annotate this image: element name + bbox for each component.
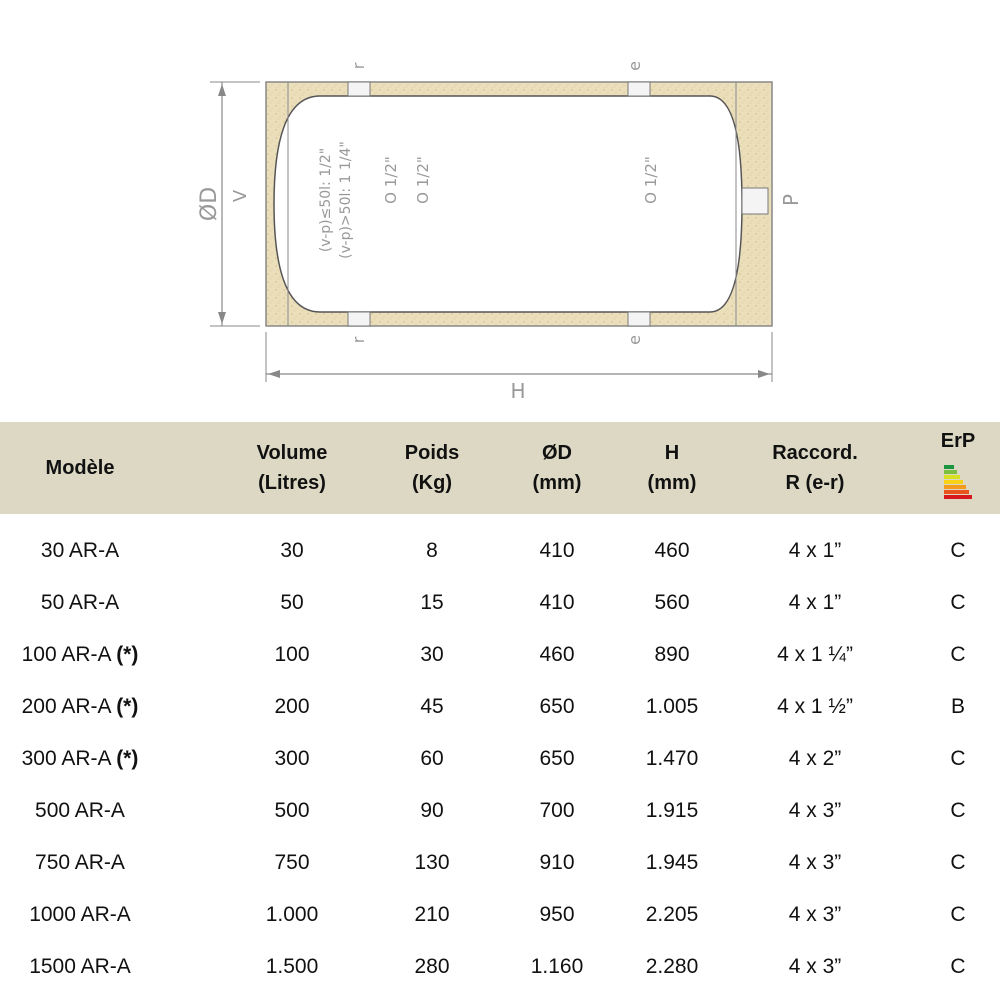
height-cell-text: 1.945 [645,851,699,874]
height-cell [612,837,732,889]
height-cell [612,785,732,837]
diameter-dimension-label: ØD [197,186,222,222]
erp-band [944,490,969,494]
diameter-cell-text: 650 [539,695,575,718]
height-cell-text: 1.005 [645,695,699,718]
height-cell [612,889,732,941]
height-cell-text: 890 [654,643,690,666]
poids-cell [372,941,492,993]
table-row [0,733,1000,785]
erp-band [944,480,963,484]
table-row [0,681,1000,733]
erp-class-cell-text: C [950,591,966,614]
erp-band [944,470,957,474]
table-header [0,422,1000,514]
e-connection-label: e [625,61,644,71]
model-cell-text: 300 AR-A [21,747,117,770]
connection-size-label: O 1/2" [414,156,432,204]
diameter-cell-text: 910 [539,851,575,874]
h-dimension-label: H [510,379,526,403]
height-cell-text: 1.915 [645,799,699,822]
poids-cell [372,733,492,785]
connection-stub [348,82,370,96]
volume-cell [232,837,352,889]
header-height: H (mm) [647,442,697,494]
diameter-cell [497,889,617,941]
raccord-cell [745,629,885,681]
volume-cell [232,681,352,733]
height-cell-text: 2.280 [645,955,699,978]
v-dimension-label: V [230,189,251,203]
connection-stub [348,312,370,326]
volume-cell-text: 300 [274,747,310,770]
raccord-cell [745,681,885,733]
model-cell-text: 100 AR-A [21,643,117,666]
diameter-cell [497,629,617,681]
connection-size-label: O 1/2" [382,156,400,204]
erp-band [944,475,960,479]
erp-energy-label-icon [942,462,976,502]
model-cell-text: 500 AR-A [35,799,125,822]
footnote-marker: (*) [116,747,139,770]
poids-cell [372,837,492,889]
raccord-cell [745,577,885,629]
height-cell [612,733,732,785]
model-cell [0,889,160,941]
erp-class-cell [928,889,988,941]
volume-cell-text: 500 [274,799,310,822]
height-cell-text: 560 [654,591,690,614]
diameter-cell-text: 1.160 [530,955,584,978]
height-cell [612,629,732,681]
volume-cell [232,889,352,941]
poids-cell [372,525,492,577]
model-cell [0,785,160,837]
erp-class-cell-text: C [950,955,966,978]
poids-cell [372,681,492,733]
connection-note-small: (v-p)≤50l: 1/2" [318,147,334,253]
table-row [0,577,1000,629]
table-row [0,785,1000,837]
raccord-cell [745,837,885,889]
header-volume: Volume (Litres) [256,442,328,494]
raccord-cell-text: 4 x 3” [788,903,842,926]
side-connection [742,188,768,214]
height-cell-text: 460 [654,539,690,562]
poids-cell-text: 90 [420,799,444,822]
erp-class-cell [928,837,988,889]
poids-cell-text: 8 [426,539,438,562]
diameter-cell-text: 700 [539,799,575,822]
poids-cell-text: 130 [414,851,450,874]
erp-class-cell [928,681,988,733]
model-cell-text: 50 AR-A [40,591,120,614]
erp-class-cell-text: C [950,799,966,822]
connection-stub [628,312,650,326]
volume-cell [232,941,352,993]
diameter-cell [497,941,617,993]
diameter-cell [497,785,617,837]
erp-class-cell-text: C [950,851,966,874]
r-connection-label: r [349,336,368,344]
footnote-marker: (*) [116,643,139,666]
volume-cell-text: 200 [274,695,310,718]
poids-cell [372,629,492,681]
connection-stub [628,82,650,96]
height-cell-text: 2.205 [645,903,699,926]
diameter-cell [497,577,617,629]
footnote-marker: (*) [116,695,139,718]
table-row [0,941,1000,993]
diameter-cell [497,525,617,577]
volume-cell [232,629,352,681]
model-cell [0,837,160,889]
erp-class-cell [928,785,988,837]
erp-class-cell-text: B [950,695,965,718]
erp-class-cell [928,733,988,785]
header-poids: Poids (Kg) [404,442,460,494]
erp-class-cell-text: C [950,747,966,770]
model-cell [0,525,160,577]
poids-cell-text: 45 [420,695,444,718]
volume-cell [232,525,352,577]
poids-cell [372,785,492,837]
volume-cell [232,577,352,629]
volume-cell-text: 50 [280,591,304,614]
diameter-cell-text: 410 [539,539,575,562]
volume-cell-text: 100 [274,643,310,666]
table-row [0,629,1000,681]
diameter-cell [497,681,617,733]
volume-cell-text: 30 [280,539,304,562]
erp-band [944,495,972,499]
volume-cell-text: 1.000 [265,903,319,926]
model-cell-text: 30 AR-A [40,539,120,562]
diameter-cell [497,837,617,889]
raccord-cell [745,785,885,837]
raccord-cell-text: 4 x 2” [788,747,842,770]
volume-cell [232,785,352,837]
header-raccord: Raccord. R (e-r) [772,442,858,494]
tank-technical-drawing [170,40,830,410]
diameter-cell-text: 650 [539,747,575,770]
connection-size-label: O 1/2" [642,156,660,204]
model-cell-text: 1500 AR-A [29,955,131,978]
header-diameter: ØD (mm) [532,442,582,494]
erp-class-cell [928,525,988,577]
raccord-cell-text: 4 x 1 ¼” [777,643,853,666]
model-cell [0,681,160,733]
raccord-cell [745,733,885,785]
erp-class-cell-text: C [950,643,966,666]
raccord-cell-text: 4 x 1 ½” [777,695,853,718]
erp-class-cell-text: C [950,539,966,562]
model-cell-text: 750 AR-A [35,851,125,874]
table-row [0,889,1000,941]
poids-cell-text: 210 [414,903,450,926]
diameter-cell [497,733,617,785]
header-model: Modèle [45,457,115,479]
erp-class-cell [928,577,988,629]
poids-cell-text: 15 [420,591,444,614]
model-cell-text: 1000 AR-A [29,903,131,926]
volume-cell [232,733,352,785]
diameter-cell-text: 410 [539,591,575,614]
p-connection-label: P [779,193,803,207]
model-cell [0,577,160,629]
poids-cell [372,889,492,941]
model-cell [0,629,160,681]
raccord-cell-text: 4 x 3” [788,851,842,874]
erp-band [944,465,954,469]
erp-class-cell [928,629,988,681]
table-row [0,525,1000,577]
height-cell-text: 1.470 [645,747,699,770]
height-cell [612,681,732,733]
connection-note-large: (v-p)>50l: 1 1/4" [338,141,354,259]
poids-cell-text: 60 [420,747,444,770]
erp-class-cell-text: C [950,903,966,926]
raccord-cell [745,525,885,577]
r-connection-label: r [349,62,368,70]
erp-class-cell [928,941,988,993]
height-cell [612,577,732,629]
raccord-cell-text: 4 x 1” [788,539,842,562]
poids-cell [372,577,492,629]
header-erp: ErP [940,430,976,452]
diameter-cell-text: 460 [539,643,575,666]
diameter-cell-text: 950 [539,903,575,926]
raccord-cell-text: 4 x 1” [788,591,842,614]
raccord-cell-text: 4 x 3” [788,955,842,978]
table-row [0,837,1000,889]
raccord-cell [745,889,885,941]
raccord-cell-text: 4 x 3” [788,799,842,822]
height-cell [612,525,732,577]
model-cell-text: 200 AR-A [21,695,117,718]
model-cell [0,733,160,785]
e-connection-label: e [625,335,644,345]
poids-cell-text: 30 [420,643,444,666]
erp-band [944,485,966,489]
model-cell [0,941,160,993]
height-cell [612,941,732,993]
raccord-cell [745,941,885,993]
volume-cell-text: 750 [274,851,310,874]
volume-cell-text: 1.500 [265,955,319,978]
poids-cell-text: 280 [414,955,450,978]
